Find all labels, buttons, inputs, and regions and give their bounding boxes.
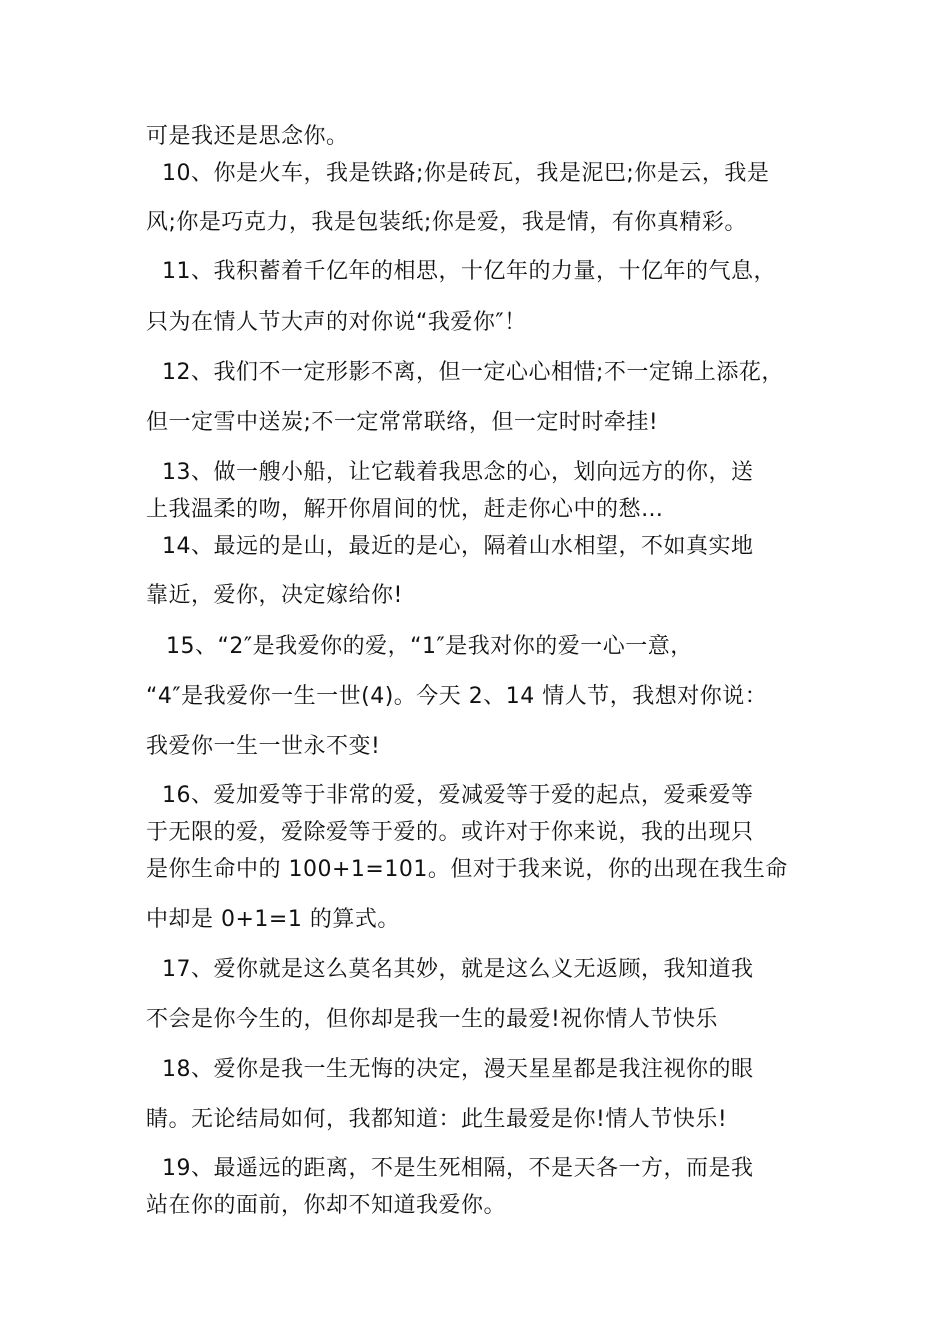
- text-line: 16、爱加爱等于非常的爱，爱减爱等于爱的起点，爱乘爱等: [162, 783, 754, 808]
- text-line: 上我温柔的吻，解开你眉间的忧，赶走你心中的愁…: [146, 497, 664, 522]
- text-line: 中却是 0+1=1 的算式。: [146, 907, 400, 932]
- text-line: 15、“2″是我爱你的爱，“1″是我对你的爱一心一意，: [166, 634, 693, 659]
- text-line: 可是我还是思念你。: [146, 124, 349, 149]
- text-line: 风;你是巧克力，我是包装纸;你是爱，我是情，有你真精彩。: [146, 210, 747, 235]
- text-line: 但一定雪中送炭;不一定常常联络，但一定时时牵挂!: [146, 410, 659, 435]
- text-line: 14、最远的是山，最近的是心，隔着山水相望，不如真实地: [162, 534, 754, 559]
- text-line: 19、最遥远的距离，不是生死相隔，不是天各一方，而是我: [162, 1156, 754, 1181]
- text-line: 我爱你一生一世永不变!: [146, 734, 381, 759]
- text-line: 只为在情人节大声的对你说“我爱你″！: [146, 310, 527, 335]
- text-line: 12、我们不一定形影不离，但一定心心相惜;不一定锦上添花，: [162, 360, 784, 385]
- text-line: 是你生命中的 100+1=101。但对于我来说，你的出现在我生命: [146, 857, 788, 882]
- text-line: 不会是你今生的，但你却是我一生的最爱!祝你情人节快乐: [146, 1007, 718, 1032]
- text-line: 18、爱你是我一生无悔的决定，漫天星星都是我注视你的眼: [162, 1057, 754, 1082]
- text-line: 11、我积蓄着千亿年的相思，十亿年的力量，十亿年的气息，: [162, 259, 776, 284]
- text-line: 10、你是火车，我是铁路;你是砖瓦，我是泥巴;你是云，我是: [162, 161, 770, 186]
- text-line: 于无限的爱，爱除爱等于爱的。或许对于你来说，我的出现只: [146, 820, 754, 845]
- text-line: 17、爱你就是这么莫名其妙，就是这么义无返顾，我知道我: [162, 957, 754, 982]
- text-line: 睛。无论结局如何，我都知道：此生最爱是你!情人节快乐!: [146, 1107, 728, 1132]
- text-line: “4″是我爱你一生一世(4)。今天 2、14 情人节，我想对你说：: [146, 684, 768, 709]
- text-line: 靠近，爱你，决定嫁给你!: [146, 583, 403, 608]
- text-line: 站在你的面前，你却不知道我爱你。: [146, 1193, 507, 1218]
- text-line: 13、做一艘小船，让它载着我思念的心，划向远方的你，送: [162, 460, 754, 485]
